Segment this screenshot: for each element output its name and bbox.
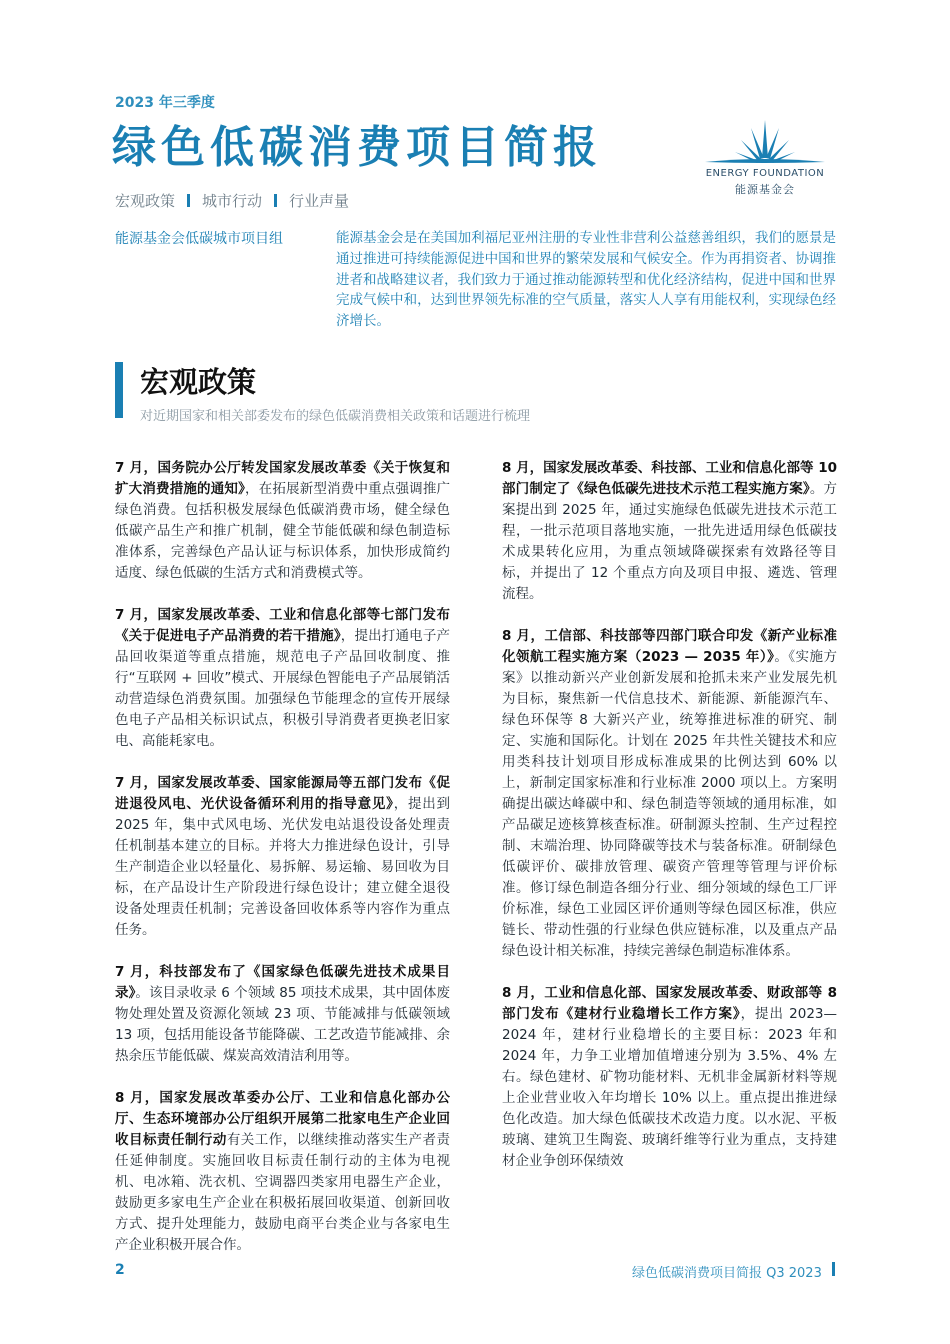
nav-item-city-action[interactable]: 城市行动 xyxy=(202,192,263,210)
entry-body: 有关工作，以继续推动落实生产者责任延伸制度。实施回收目标责任制行动的主体为电视机、电冰箱、洗衣机、空调器四类家用电器生产企业，鼓励更多家电生产企业在积极拓展回收渠道、创新回收方式、提升处理能力，鼓励电商平台类企业与各家电生产企业积极开展合作。 xyxy=(115,1132,451,1253)
entry-headline: 7 月，国家发展改革委、国家能源局等五部门发布《促进退役风电、光伏设备循环利用的指导意见》 xyxy=(115,775,450,812)
entry-headline: 7 月，国家发展改革委、工业和信息化部等七部门发布《关于促进电子产品消费的若干措施》 xyxy=(115,607,450,644)
entry-body: ，提出打通电子产品回收渠道等重点措施，规范电子产品回收制度、推行“互联网 + 回收”模式、开展绿色智能电子产品展销活动营造绿色消费氛围。加强绿色节能理念的宣传开展绿色电子产品相关标识试点，积极引导消费者更换老旧家电、高能耗家电。 xyxy=(115,628,451,749)
entry-body: 。《实施方案》以推动新兴产业创新发展和抢抓未来产业发展先机为目标，聚焦新一代信息技术、新能源、新能源汽车、绿色环保等 8 大新兴产业，统筹推进标准的研究、制定、实施和国际化。计划在 2025 年共性关键技术和应用类科技计划项目形成标准成果的比例达到 60% 以上，新制定国家标准和行业标准 2000 项以上。方案明确提出碳达峰碳中和、绿色制造等领域的通用标准，如产品碳足迹核算核查标准。研制源头控制、生产过程控制、末端治理、协同降碳等技术与装备标准。研制绿色低碳评价、碳排放管理、碳资产管理等管理与评价标准。修订绿色制造各细分行业、细分领域的绿色工厂评价标准，绿色工业园区评价通则等绿色园区标准，供应链长、带动性强的行业绿色供应链标准，以及重点产品绿色设计相关标准，持续完善绿色制造标准体系。 xyxy=(502,649,838,959)
entry-headline: 7 月，国务院办公厅转发国家发展改革委《关于恢复和扩大消费措施的通知》 xyxy=(115,460,450,497)
entry-headline: 8 月，国家发展改革委办公厅、工业和信息化部办公厅、生态环境部办公厅组织开展第二批家电生产企业回收目标责任制行动 xyxy=(115,1090,450,1148)
policy-entry xyxy=(115,458,450,584)
policy-entry xyxy=(115,605,450,752)
policy-entry xyxy=(502,983,837,1172)
section-accent-bar xyxy=(115,362,123,418)
right-column xyxy=(502,458,837,1172)
entry-headline: 8 月，工业和信息化部、国家发展改革委、财政部等 8 部门发布《建材行业稳增长工作方案》 xyxy=(502,985,837,1022)
logo-english-name: ENERGY FOUNDATION xyxy=(705,168,825,179)
section-subtitle: 对近期国家和相关部委发布的绿色低碳消费相关政策和话题进行梳理 xyxy=(140,409,531,424)
org-name: 能源基金会低碳城市项目组 xyxy=(115,231,283,247)
nav-separator xyxy=(187,194,190,207)
footer-accent-bar xyxy=(832,1262,835,1276)
entry-headline: 8 月，工信部、科技部等四部门联合印发《新产业标准化领航工程实施方案（2023 — 2035 年）》 xyxy=(502,628,837,665)
category-nav xyxy=(115,190,349,211)
nav-item-industry-voice[interactable]: 行业声量 xyxy=(289,192,350,210)
entry-headline: 7 月，科技部发布了《国家绿色低碳先进技术成果目录》 xyxy=(115,964,450,1001)
entry-body: 。该目录收录 6 个领域 85 项技术成果，其中固体废物处理处置及资源化领域 23 项、节能减排与低碳领域 13 项，包括用能设备节能降碳、工艺改造节能减排、余热余压节能低碳、煤炭高效清洁利用等。 xyxy=(115,985,451,1064)
entry-body: ，提出 2023—2024 年，建材行业稳增长的主要目标：2023 年和 2024 年，力争工业增加值增速分别为 3.5%、4% 左右。绿色建材、矿物功能材料、无机非金属新材料等规上企业营业收入年均增长 10% 以上。重点提出推进绿色化改造。加大绿色低碳技术改造力度。以水泥、平板玻璃、建筑卫生陶瓷、玻璃纤维等行业为重点，支持建材企业争创环保绩效 xyxy=(502,1006,838,1169)
entry-headline: 8 月，国家发展改革委、科技部、工业和信息化部等 10 部门制定了《绿色低碳先进技术示范工程实施方案》 xyxy=(502,460,837,497)
report-quarter: 2023 年三季度 xyxy=(115,95,215,111)
entry-body: 。方案提出到 2025 年，通过实施绿色低碳先进技术示范工程，一批示范项目落地实施，一批先进适用绿色低碳技术成果转化应用，为重点领域降碳探索有效路径等目标，并提出了 12 个重点方向及项目申报、遴选、管理流程。 xyxy=(502,481,838,602)
nav-item-macro-policy[interactable]: 宏观政策 xyxy=(115,192,176,210)
entry-body: ，在拓展新型消费中重点强调推广绿色消费。包括积极发展绿色低碳消费市场，健全绿色低碳产品生产和推广机制，健全节能低碳和绿色制造标准体系，完善绿色产品认证与标识体系，加快形成简约适度、绿色低碳的生活方式和消费模式等。 xyxy=(115,481,451,581)
policy-entry xyxy=(115,773,450,941)
policy-entry xyxy=(502,458,837,605)
footer-title: 绿色低碳消费项目简报 Q3 2023 xyxy=(632,1266,822,1281)
policy-entry xyxy=(502,626,837,962)
policy-entry xyxy=(115,962,450,1067)
entry-body: ，提出到 2025 年，集中式风电场、光伏发电站退役设备处理责任机制基本建立的目标。并将大力推进绿色设计，引导生产制造企业以轻量化、易拆解、易运输、易回收为目标，在产品设计生产阶段进行绿色设计；建立健全退役设备处理责任机制；完善设备回收体系等内容作为重点任务。 xyxy=(115,796,451,938)
section-title: 宏观政策 xyxy=(140,365,257,399)
page-title: 绿色低碳消费项目简报 xyxy=(112,122,602,173)
intro-paragraph: 能源基金会是在美国加利福尼亚州注册的专业性非营利公益慈善组织，我们的愿景是通过推进可持续能源促进中国和世界的繁荣发展和气候安全。作为再捐资者、协调推进者和战略建议者，我们致力于通过推动能源转型和优化经济结构，促进中国和世界完成气候中和，达到世界领先标准的空气质量，落实人人享有用能权利，实现绿色经济增长。 xyxy=(336,230,836,330)
left-column xyxy=(115,458,450,1256)
nav-separator xyxy=(274,194,277,207)
page-number: 2 xyxy=(115,1262,125,1278)
logo-chinese-name: 能源基金会 xyxy=(735,183,795,196)
policy-entry xyxy=(115,1088,450,1256)
